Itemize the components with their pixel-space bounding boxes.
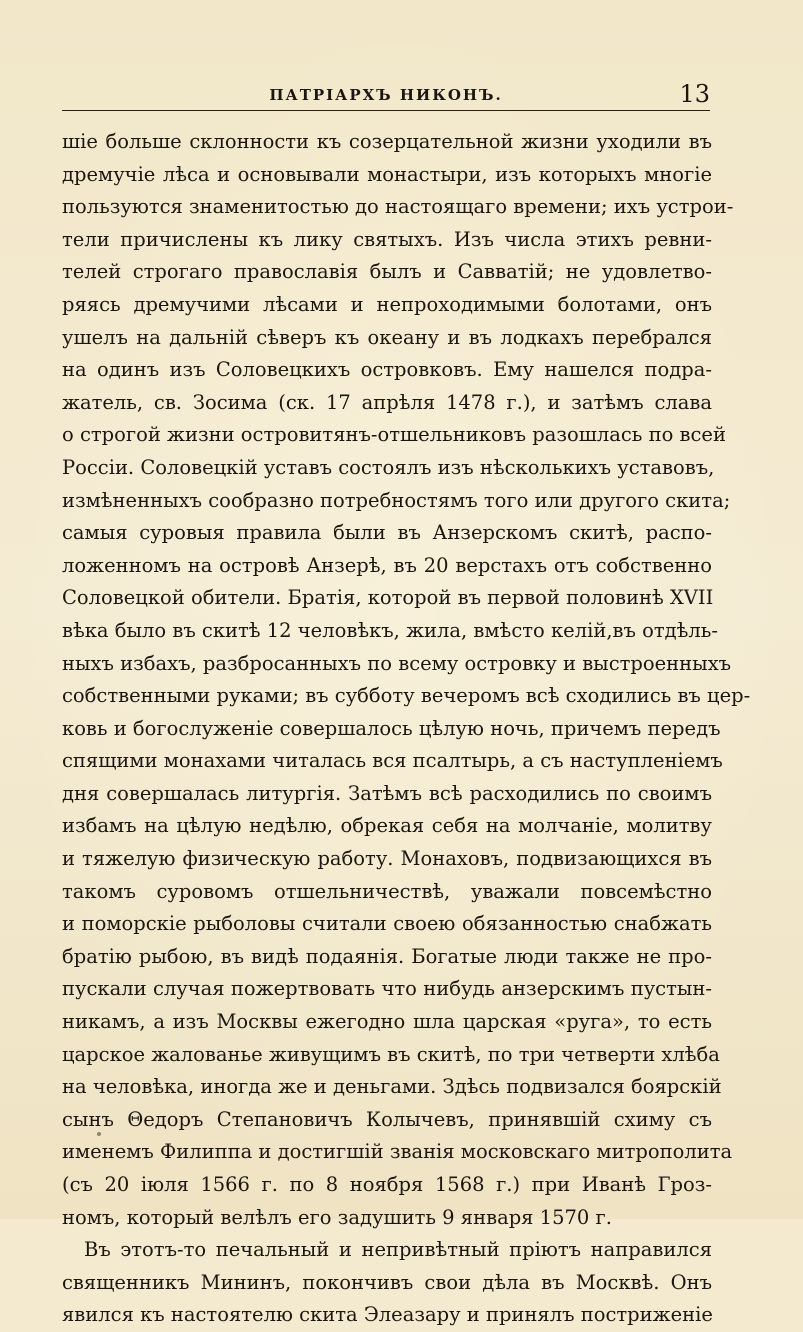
text-line: и тяжелую физическую работу. Монаховъ, подвизающихся въ [62,847,712,871]
text-line: сынъ Θедоръ Степановичъ Колычевъ, принявшій схиму съ [62,1107,712,1131]
text-line: тели причислены къ лику святыхъ. Изъ числа этихъ ревни- [62,227,712,251]
text-line: избамъ на цѣлую недѣлю, обрекая себя на молчаніе, молитву [62,814,712,838]
text-line: пускали случая пожертвовать что нибудь анзерскимъ пустын- [62,977,712,1001]
text-line: дремучіе лѣса и основывали монастыри, изъ которыхъ многіе [62,162,712,186]
text-line: Россіи. Соловецкій уставъ состоялъ изъ нѣсколькихъ уставовъ, [62,455,715,479]
text-line: дня совершалась литургія. Затѣмъ всѣ расходились по своимъ [62,781,712,805]
text-line: измѣненныхъ сообразно потребностямъ того или другого скита; [62,488,731,512]
running-title: ПАТРІАРХЪ НИКОНЪ. [269,86,503,104]
text-line: вѣка было въ скитѣ 12 человѣкъ, жила, вмѣсто келій,въ отдѣль- [62,618,718,642]
text-line: ряясь дремучими лѣсами и непроходимыми болотами, онъ [62,292,712,316]
text-line: явился къ настоятелю скита Элеазару и принялъ постриженіе [62,1303,713,1327]
body-text [62,126,751,1332]
text-line: Соловецкой обители. Братія, которой въ первой половинѣ XVII [62,586,714,610]
page-header [62,80,710,110]
text-line: на человѣка, иногда же и деньгами. Здѣсь подвизался боярскій [62,1075,722,1099]
text-line: спящими монахами читалась вся псалтырь, а съ наступленіемъ [62,749,723,773]
page-number: 13 [679,80,710,108]
text-line: ложенномъ на островѣ Анзерѣ, въ 20 верстахъ отъ собственно [62,553,712,577]
text-line: самыя суровыя правила были въ Анзерскомъ скитѣ, распо- [62,521,712,545]
text-line: номъ, который велѣлъ его задушить 9 января 1570 г. [62,1205,612,1229]
text-line: жатель, св. Зосима (ск. 17 апрѣля 1478 г.), и затѣмъ слава [62,390,712,414]
text-line: царское жалованье живущимъ въ скитѣ, по три четверти хлѣба [62,1042,720,1066]
text-line: именемъ Филиппа и достигшій званія московскаго митрополита [62,1140,733,1164]
text-line: шіе больше склонности къ созерцательной жизни уходили въ [62,130,712,153]
text-line: ушелъ на дальній сѣверъ къ океану и въ лодкахъ перебрался [62,325,712,349]
text-line: о строгой жизни островитянъ-отшельниковъ разошлась по всей [62,423,726,447]
text-line: Въ этотъ-то печальный и непривѣтный пріютъ направился [84,1238,712,1262]
text-line: (съ 20 іюля 1566 г. по 8 ноября 1568 г.) при Иванѣ Гроз- [62,1173,712,1196]
text-line: ковь и богослуженіе совершалось цѣлую ночь, причемъ передъ [62,716,721,740]
text-line: никамъ, а изъ Москвы ежегодно шла царская «руга», то есть [62,1010,712,1034]
text-line: собственными руками; въ субботу вечеромъ всѣ сходились въ цер- [62,684,751,708]
text-line: телей строгаго православія былъ и Савватій; не удовлетво- [62,260,712,284]
text-line: на одинъ изъ Соловецкихъ островковъ. Ему нашелся подра- [62,358,712,382]
text-line: братію рыбою, въ видѣ подаянія. Богатые люди также не про- [62,944,712,968]
text-line: такомъ суровомъ отшельничествѣ, уважали повсемѣстно [62,879,712,903]
ink-speck [97,1132,101,1136]
text-line: священникъ Мининъ, покончивъ свои дѣла въ Москвѣ. Онъ [62,1270,712,1294]
text-line: пользуются знаменитостью до настоящаго времени; ихъ устрои- [62,195,734,219]
header-rule [62,110,710,111]
text-line: ныхъ избахъ, разбросанныхъ по всему островку и выстроенныхъ [62,651,732,675]
text-line: и поморскіе рыболовы считали своею обязанностью снабжать [62,912,712,936]
